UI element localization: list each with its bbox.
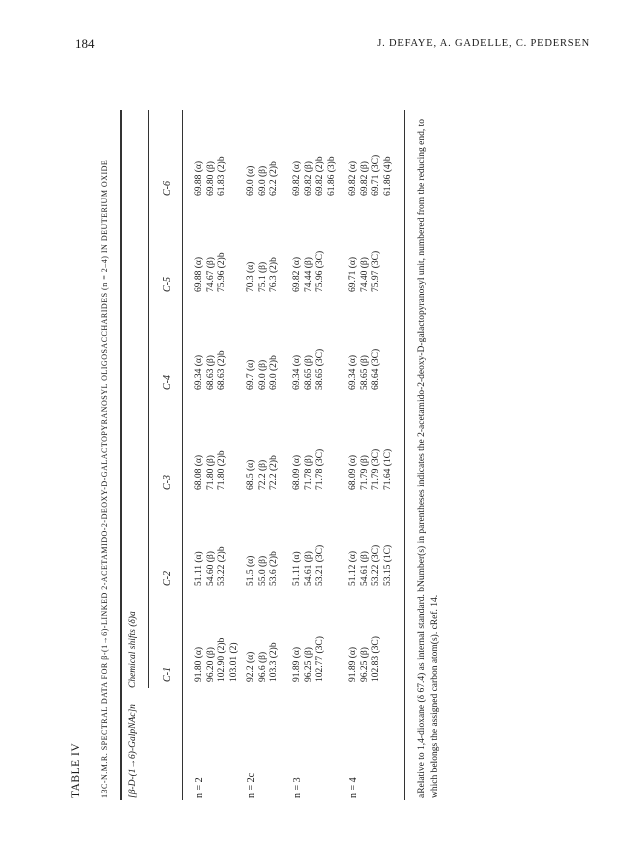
table-cell: 69.0 (2)b xyxy=(269,355,279,390)
top-rule xyxy=(120,110,122,800)
table-cell: 53.15 (1C) xyxy=(382,544,393,586)
table-cell: 96.25 (β) xyxy=(303,647,314,682)
table-cell: 96.20 (β) xyxy=(205,647,216,682)
c4-cells xyxy=(348,349,383,390)
table-cell: 69.88 (α) xyxy=(194,256,204,292)
table-cell: 69.80 (β) xyxy=(205,161,216,196)
table-cell: 69.88 (α) xyxy=(194,160,204,196)
table-cell: 69.0 (α) xyxy=(246,165,256,196)
stub-header: [β-D-(1→6)-GalpNAc]n xyxy=(128,704,138,798)
c1-cells xyxy=(246,642,281,682)
table-cell: 61.86 (4)b xyxy=(382,156,393,196)
spanner-header: Chemical shifts (δ)a xyxy=(128,611,138,688)
table-cell: 71.80 (2)b xyxy=(217,450,227,490)
c2-cells xyxy=(246,551,281,586)
table-cell: 69.71 (3C) xyxy=(371,154,381,196)
table-cell: 69.82 (α) xyxy=(292,256,302,292)
table-cell: 68.65 (β) xyxy=(303,355,314,390)
c3-cells xyxy=(292,449,327,490)
table-cell: 71.78 (β) xyxy=(303,455,314,490)
table-cell: 71.64 (1C) xyxy=(382,448,393,490)
table-cell: 58.65 (3C) xyxy=(315,348,325,390)
table-cell: 68.09 (α) xyxy=(292,454,302,490)
table-cell: 96.25 (β) xyxy=(359,647,370,682)
table-cell: 69.82 (β) xyxy=(303,161,314,196)
c5-cells xyxy=(348,251,383,292)
table-cell: 68.5 (α) xyxy=(246,459,256,490)
c2-cells xyxy=(348,545,394,586)
table-cell: 69.34 (α) xyxy=(194,354,204,390)
table-cell: 92.2 (α) xyxy=(246,651,256,682)
table-cell: 68.63 (β) xyxy=(205,355,216,390)
table-cell: 51.11 (α) xyxy=(292,551,302,586)
table-footnote: aRelative to 1,4-dioxane (δ 67.4) as internal standard. bNumber(s) in parentheses indicates the 2-acetamido-2-deoxy-D-galactopyranosyl unit, numbered from the reducing end, to which belongs the assigned carbon atom(s). cRef. 14. xyxy=(417,118,440,798)
bottom-rule xyxy=(404,110,405,800)
page-number: 184 xyxy=(75,36,95,51)
table-cell: 91.89 (α) xyxy=(292,646,302,682)
c1-cells xyxy=(292,636,327,682)
table-cell: 69.34 (α) xyxy=(292,354,302,390)
table-cell: 91.80 (α) xyxy=(194,646,204,682)
table-cell: 54.60 (β) xyxy=(205,551,216,586)
table-cell: 69.71 (α) xyxy=(348,256,358,292)
table-cell: 75.1 (β) xyxy=(257,261,268,292)
table-cell: 70.3 (α) xyxy=(246,261,256,292)
table-cell: 62.2 (2)b xyxy=(269,161,279,196)
c5-cells xyxy=(246,257,281,292)
table-cell: 103.3 (2)b xyxy=(269,642,279,682)
table-cell: 75.97 (3C) xyxy=(371,250,381,292)
table-cell: 69.82 (β) xyxy=(359,161,370,196)
table-cell: 53.6 (2)b xyxy=(269,551,279,586)
table-cell: 72.2 (2)b xyxy=(269,455,279,490)
table-cell: 68.08 (α) xyxy=(194,454,204,490)
c1-cells xyxy=(194,638,240,682)
table-cell: 72.2 (β) xyxy=(257,459,268,490)
c2-cells xyxy=(292,545,327,586)
c6-cells xyxy=(194,156,229,196)
table-cell: 53.21 (3C) xyxy=(315,544,325,586)
table-cell: 74.40 (β) xyxy=(359,257,370,292)
group-label: n = 3 xyxy=(292,777,303,798)
table-cell: 91.89 (α) xyxy=(348,646,358,682)
table-cell: 74.44 (β) xyxy=(303,257,314,292)
table-cell: 54.61 (β) xyxy=(359,551,370,586)
table-cell: 69.7 (α) xyxy=(246,359,256,390)
table-cell: 51.5 (α) xyxy=(246,555,256,586)
table-cell: 69.82 (α) xyxy=(348,160,358,196)
column-header: C-1 xyxy=(162,667,173,682)
group-label: n = 4 xyxy=(348,777,359,798)
table-cell: 102.83 (3C) xyxy=(371,636,381,682)
table-cell: 53.22 (2)b xyxy=(217,546,227,586)
table-cell: 76.3 (2)b xyxy=(269,257,279,292)
table-cell: 61.83 (2)b xyxy=(217,156,227,196)
c6-cells xyxy=(246,161,281,196)
table-cell: 102.90 (2)b xyxy=(217,637,227,682)
c6-cells xyxy=(348,155,394,196)
table-cell: 69.0 (β) xyxy=(257,359,268,390)
group-label: n = 2c xyxy=(246,772,257,798)
table-cell: 75.96 (2)b xyxy=(217,252,227,292)
column-header: C-3 xyxy=(162,475,173,490)
c3-cells xyxy=(194,450,229,490)
column-header: C-6 xyxy=(162,181,173,196)
table-cell: 68.64 (3C) xyxy=(371,348,381,390)
table-cell: 58.65 (β) xyxy=(359,355,370,390)
table-cell: 71.79 (3C) xyxy=(371,448,381,490)
c3-cells xyxy=(348,449,394,490)
table-cell: 51.12 (α) xyxy=(348,550,358,586)
c6-cells xyxy=(292,156,338,196)
table-cell: 61.86 (3)b xyxy=(326,156,337,196)
spanner-rule xyxy=(148,110,149,688)
column-header: C-4 xyxy=(162,375,173,390)
c4-cells xyxy=(194,350,229,390)
table-cell: 71.79 (β) xyxy=(359,455,370,490)
column-header: C-5 xyxy=(162,277,173,292)
column-header: C-2 xyxy=(162,571,173,586)
c4-cells xyxy=(246,355,281,390)
table-cell: 68.09 (α) xyxy=(348,454,358,490)
table-cell: 102.77 (3C) xyxy=(315,636,325,682)
table-cell: 51.11 (α) xyxy=(194,551,204,586)
group-label: n = 2 xyxy=(194,777,205,798)
c3-cells xyxy=(246,455,281,490)
table-cell: 71.78 (3C) xyxy=(315,448,325,490)
table-cell: 69.0 (β) xyxy=(257,165,268,196)
running-head: J. DEFAYE, A. GADELLE, C. PEDERSEN xyxy=(377,38,590,49)
table-cell: 55.0 (β) xyxy=(257,555,268,586)
c2-cells xyxy=(194,546,229,586)
table-cell: 53.22 (3C) xyxy=(371,544,381,586)
table-label: TABLE IV xyxy=(70,742,82,798)
c1-cells xyxy=(348,636,383,682)
c5-cells xyxy=(194,252,229,292)
c5-cells xyxy=(292,251,327,292)
c4-cells xyxy=(292,349,327,390)
table-cell: 75.96 (3C) xyxy=(315,250,325,292)
table-cell: 71.80 (β) xyxy=(205,455,216,490)
table-cell: 74.67 (β) xyxy=(205,257,216,292)
header-rule xyxy=(182,110,183,800)
table-cell: 103.01 (2) xyxy=(228,642,239,682)
table-cell: 68.63 (2)b xyxy=(217,350,227,390)
table-cell: 69.34 (α) xyxy=(348,354,358,390)
rotated-table xyxy=(70,100,570,800)
table-cell: 54.61 (β) xyxy=(303,551,314,586)
table-cell: 69.82 (2)b xyxy=(315,156,325,196)
table-caption: 13C-N.M.R. SPECTRAL DATA FOR β-(1→6)-LINKED 2-ACETAMIDO-2-DEOXY-D-GALACTOPYRANOSYL OLIGOSACCHARIDES (n = 2–4) IN DEUTERIUM OXIDE xyxy=(100,159,109,798)
table-cell: 96.6 (β) xyxy=(257,651,268,682)
table-cell: 69.82 (α) xyxy=(292,160,302,196)
